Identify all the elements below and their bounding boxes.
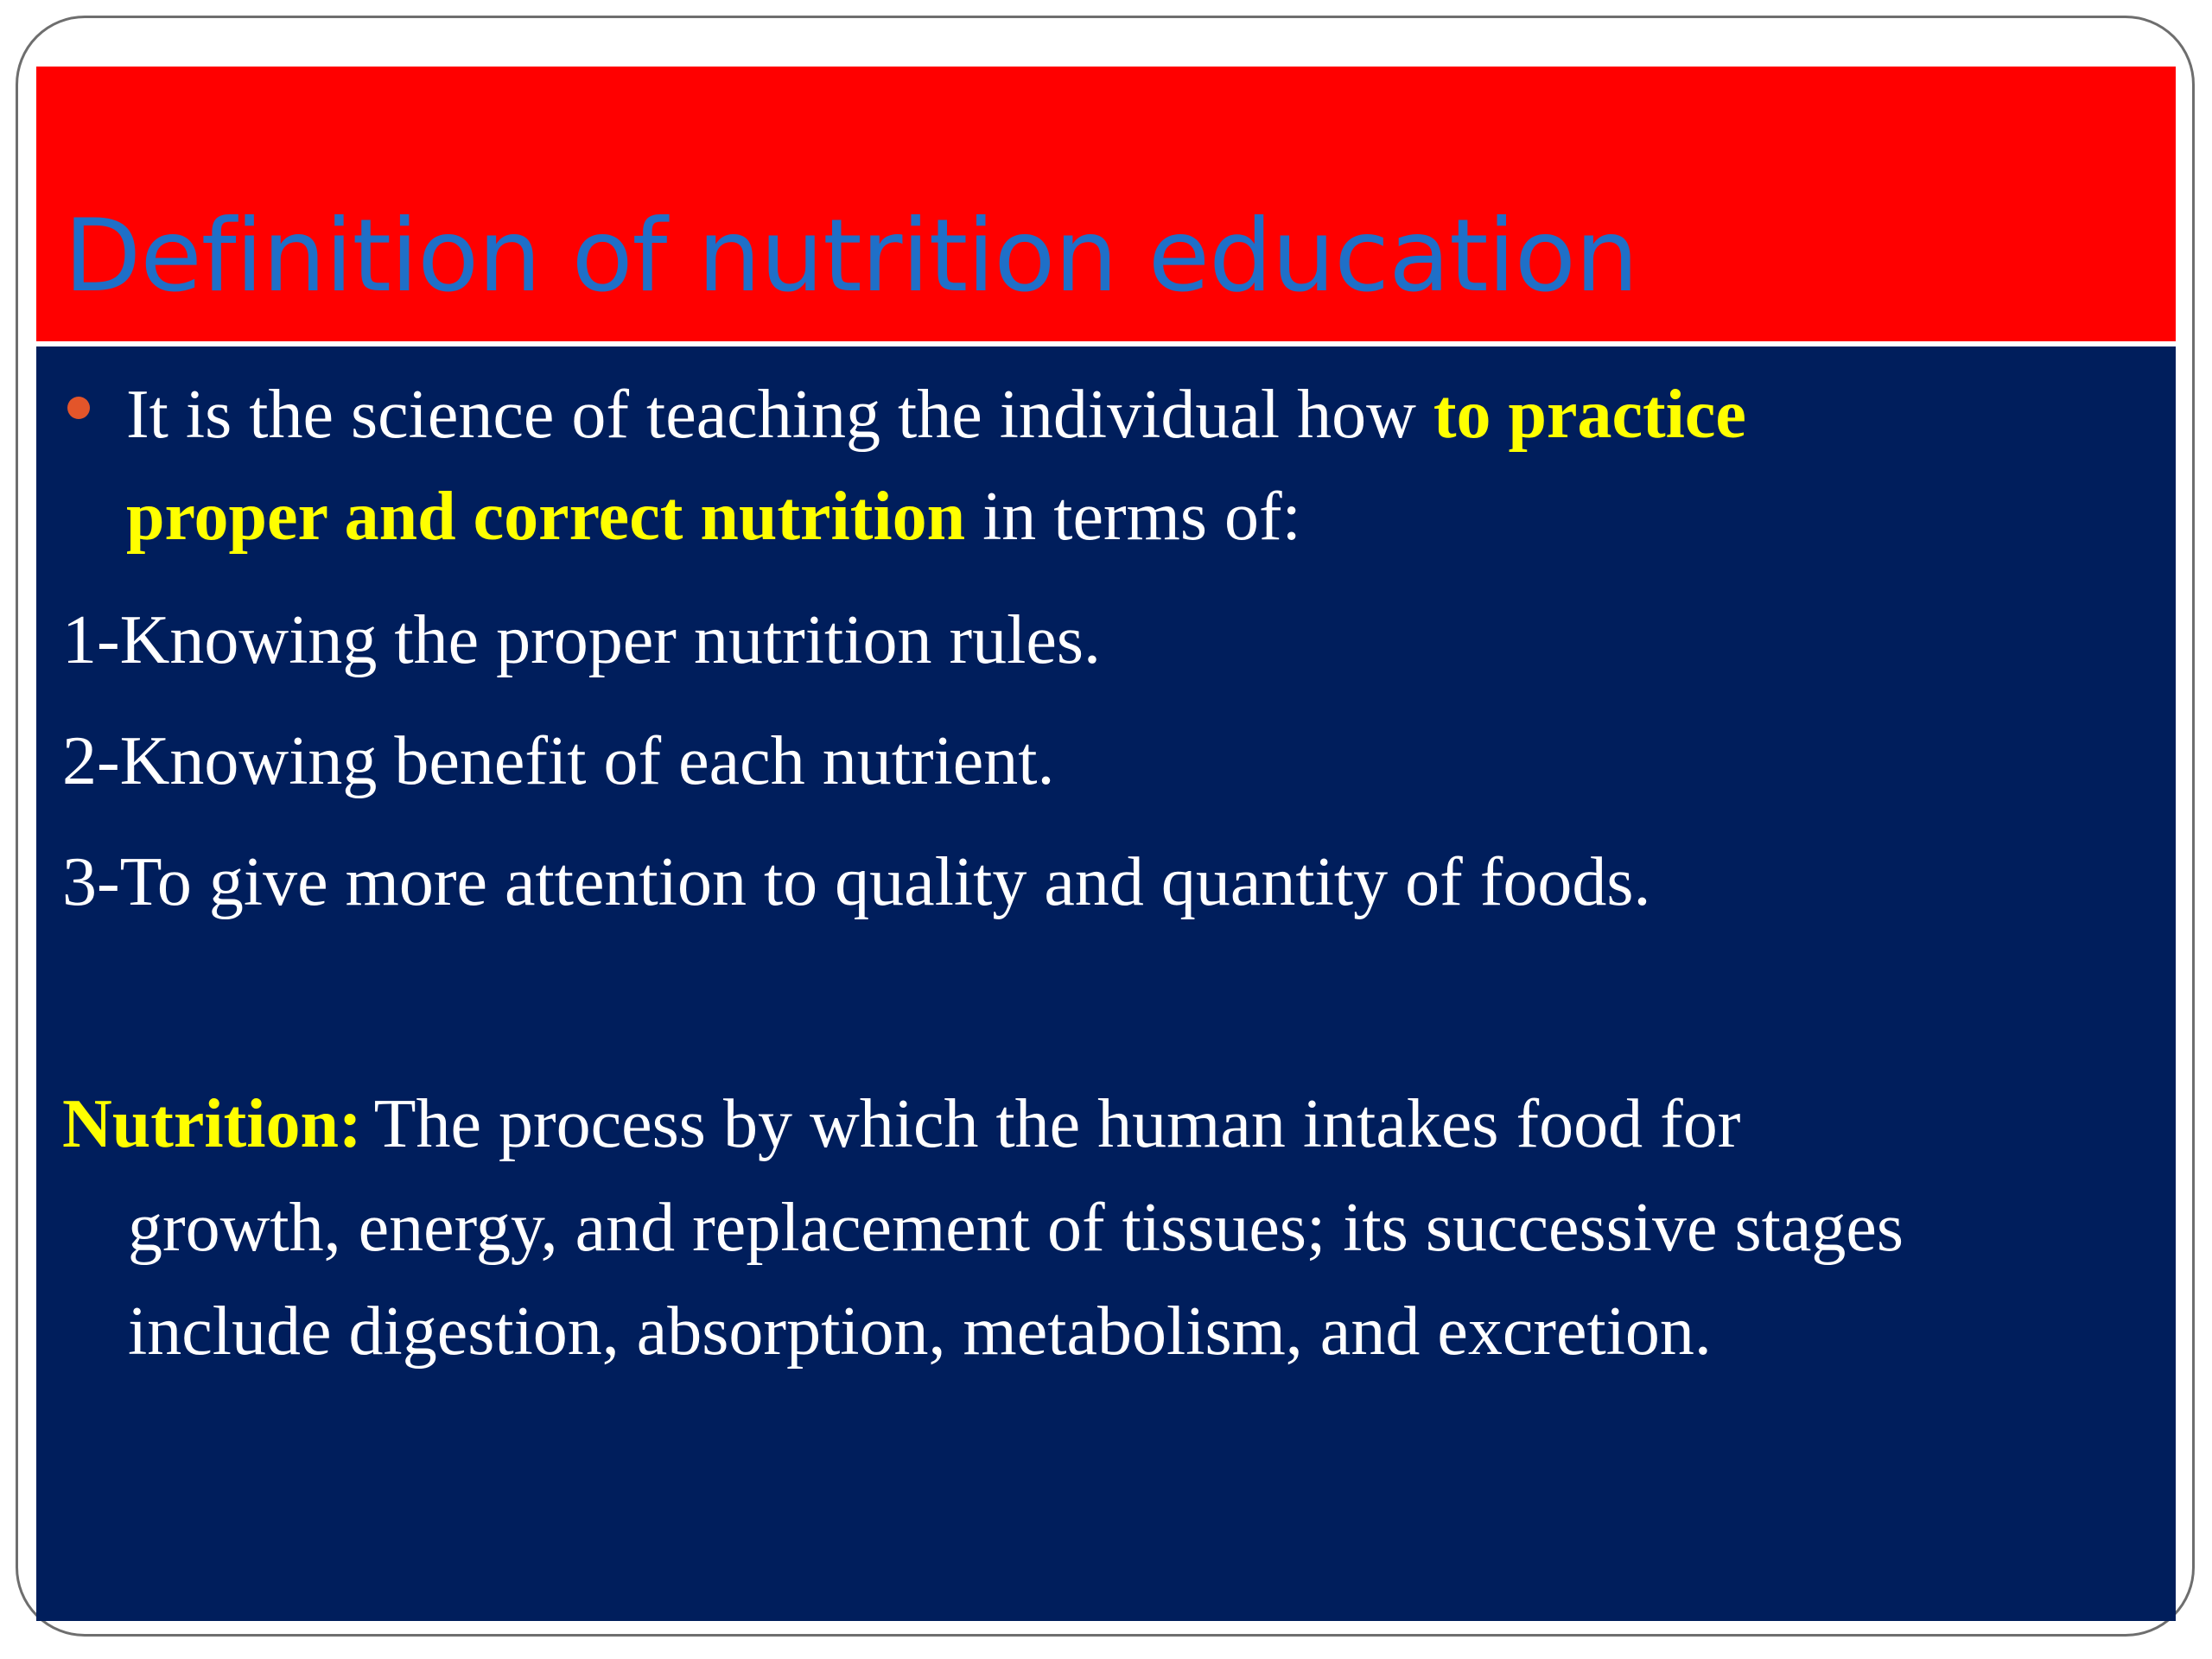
list-item-2: 2-Knowing benefit of each nutrient.: [62, 723, 1055, 799]
list-item-1: 1-Knowing the proper nutrition rules.: [62, 602, 1101, 678]
definition-paragraph: [62, 1072, 1904, 1383]
bullet-lead: It is the science of teaching the individual how: [126, 377, 1433, 453]
definition-line-1: The process by which the human intakes food for: [373, 1086, 1741, 1162]
list-item-3: 3-To give more attention to quality and quantity of foods.: [62, 844, 1651, 920]
definition-line-2: growth, energy, and replacement of tissues; its successive stages: [128, 1190, 1904, 1266]
definition-line-3: include digestion, absorption, metabolism, and excretion.: [128, 1294, 1712, 1370]
slide-title: Definition of nutrition education: [64, 198, 1638, 315]
definition-term: Nutrition:: [62, 1086, 362, 1162]
bullet-tail: in terms of:: [965, 479, 1301, 555]
bullet-highlight-1: to practice: [1433, 377, 1746, 453]
bullet-paragraph: [126, 364, 1746, 568]
title-band: [36, 67, 2176, 341]
bullet-highlight-2: proper and correct nutrition: [126, 479, 966, 555]
bullet-icon: [67, 397, 90, 419]
content-panel: [36, 346, 2176, 1621]
